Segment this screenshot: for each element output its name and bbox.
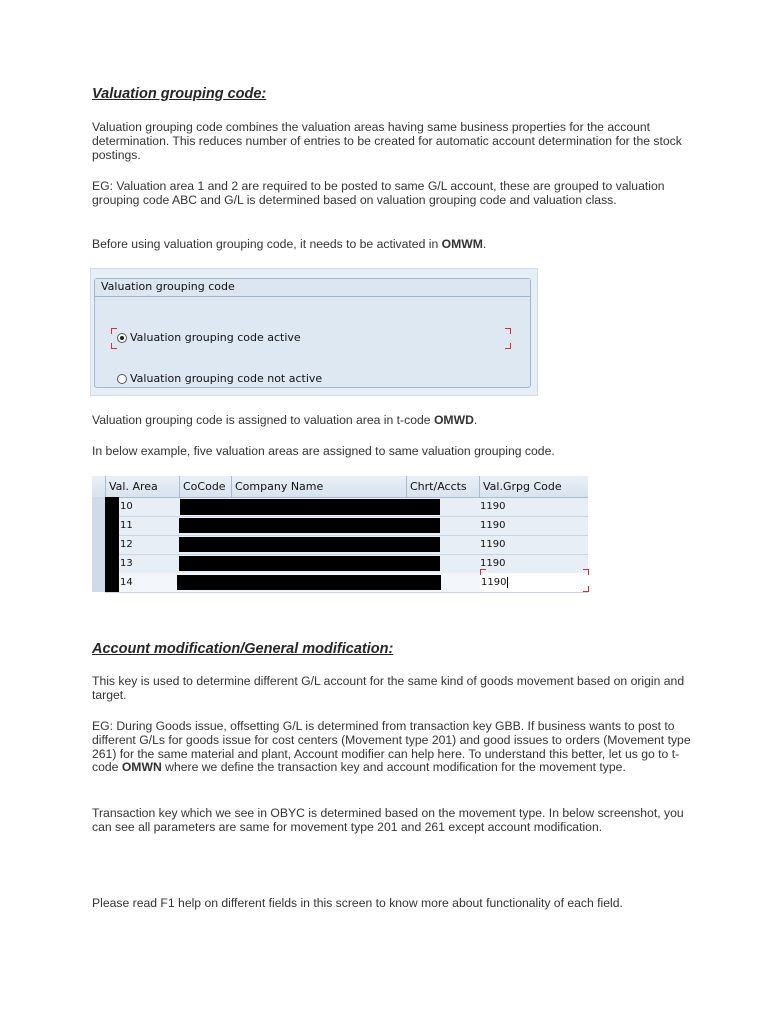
radio-unselected-icon[interactable] bbox=[117, 374, 127, 384]
row-selector-column[interactable] bbox=[92, 497, 106, 592]
focus-corner-br bbox=[583, 586, 589, 592]
redaction-bar-row2 bbox=[179, 518, 440, 533]
radio-option-inactive-label: Valuation grouping code not active bbox=[130, 372, 323, 385]
focus-corner-tl bbox=[480, 569, 486, 575]
text-cursor bbox=[507, 577, 508, 588]
cell-val-grpg-code-active[interactable]: 1190 bbox=[480, 573, 589, 592]
sap-radio-panel bbox=[90, 268, 538, 396]
redaction-bar-row4 bbox=[179, 556, 440, 571]
redaction-bar-row5 bbox=[177, 575, 441, 590]
radio-selected-icon[interactable] bbox=[117, 333, 127, 343]
focus-corner-br bbox=[505, 343, 511, 349]
column-header-chrt-accts[interactable]: Chrt/Accts bbox=[406, 476, 479, 497]
section-heading-account-modification: Account modification/General modification: bbox=[92, 641, 394, 657]
cell-val-area: 14 bbox=[120, 577, 133, 588]
focus-corner-tr bbox=[505, 328, 511, 334]
paragraph-activation: Before using valuation grouping code, it needs to be activated in OMWM. bbox=[92, 237, 487, 251]
redaction-bar-row1 bbox=[180, 499, 440, 515]
cell-val-grpg-code[interactable]: 1190 bbox=[480, 520, 506, 531]
paragraph-f1-help: Please read F1 help on different fields in this screen to know more about functionality of each field. bbox=[92, 896, 623, 910]
focus-corner-tr bbox=[583, 569, 589, 575]
column-header-val-area[interactable]: Val. Area bbox=[105, 476, 179, 497]
tcode-omwd: OMWD bbox=[433, 413, 474, 427]
paragraph-example: EG: Valuation area 1 and 2 are required to be posted to same G/L account, these are grouped to valuation grouping code ABC and G/L is determined based on valuation grouping code and valuation class. bbox=[92, 179, 665, 207]
cell-val-grpg-code[interactable]: 1190 bbox=[480, 558, 506, 569]
redaction-bar-row3 bbox=[179, 537, 440, 552]
paragraph-key-purpose: This key is used to determine different G/L account for the same kind of goods movement based on origin and target. bbox=[92, 674, 685, 702]
tcode-omwn: OMWN bbox=[121, 760, 162, 775]
cell-val-area: 13 bbox=[120, 558, 133, 569]
radio-option-inactive[interactable] bbox=[117, 372, 322, 385]
column-header-cocode[interactable]: CoCode bbox=[179, 476, 231, 497]
valuation-area-table bbox=[92, 476, 588, 592]
paragraph-gbb-example: EG: During Goods issue, offsetting G/L is determined from transaction key GBB. If business wants to post to different G/Ls for goods issue for cost centers (Movement type 201) and good issues to orders (Movement type 261) for the same material and plant, Account modifier can help here. To understand this better, let us go to t-code OMWN where we define the transaction key and account modification for the movement type. bbox=[92, 719, 691, 775]
cell-val-grpg-code[interactable]: 1190 bbox=[480, 501, 506, 512]
paragraph-assignment: Valuation grouping code is assigned to valuation area in t-code OMWD. bbox=[92, 413, 478, 427]
radio-option-active-label: Valuation grouping code active bbox=[130, 331, 301, 344]
tcode-omwm: OMWM bbox=[441, 237, 483, 251]
select-all-header[interactable] bbox=[92, 476, 105, 497]
column-header-company-name[interactable]: Company Name bbox=[231, 476, 406, 497]
cell-val-area: 11 bbox=[120, 520, 133, 531]
table-header bbox=[92, 476, 588, 498]
paragraph-obyc: Transaction key which we see in OBYC is determined based on the movement type. In below screenshot, you can see all parameters are same for movement type 201 and 261 except account modification. bbox=[92, 806, 684, 834]
paragraph-intro: Valuation grouping code combines the valuation areas having same business properties for the account determination. This reduces number of entries to be created for automatic account determination for the stock postings. bbox=[92, 120, 682, 162]
radio-option-active[interactable] bbox=[117, 331, 301, 344]
radio-group bbox=[94, 278, 531, 388]
cell-val-area: 12 bbox=[120, 539, 133, 550]
paragraph-five-areas: In below example, five valuation areas are assigned to same valuation grouping code. bbox=[92, 444, 555, 458]
radio-group-title: Valuation grouping code bbox=[95, 279, 530, 297]
section-heading-valuation-grouping: Valuation grouping code: bbox=[92, 86, 267, 102]
column-header-val-grpg-code[interactable]: Val.Grpg Code bbox=[479, 476, 588, 497]
cell-val-grpg-code[interactable]: 1190 bbox=[480, 539, 506, 550]
redaction-bar-valarea bbox=[105, 497, 119, 592]
cell-val-area: 10 bbox=[120, 501, 133, 512]
